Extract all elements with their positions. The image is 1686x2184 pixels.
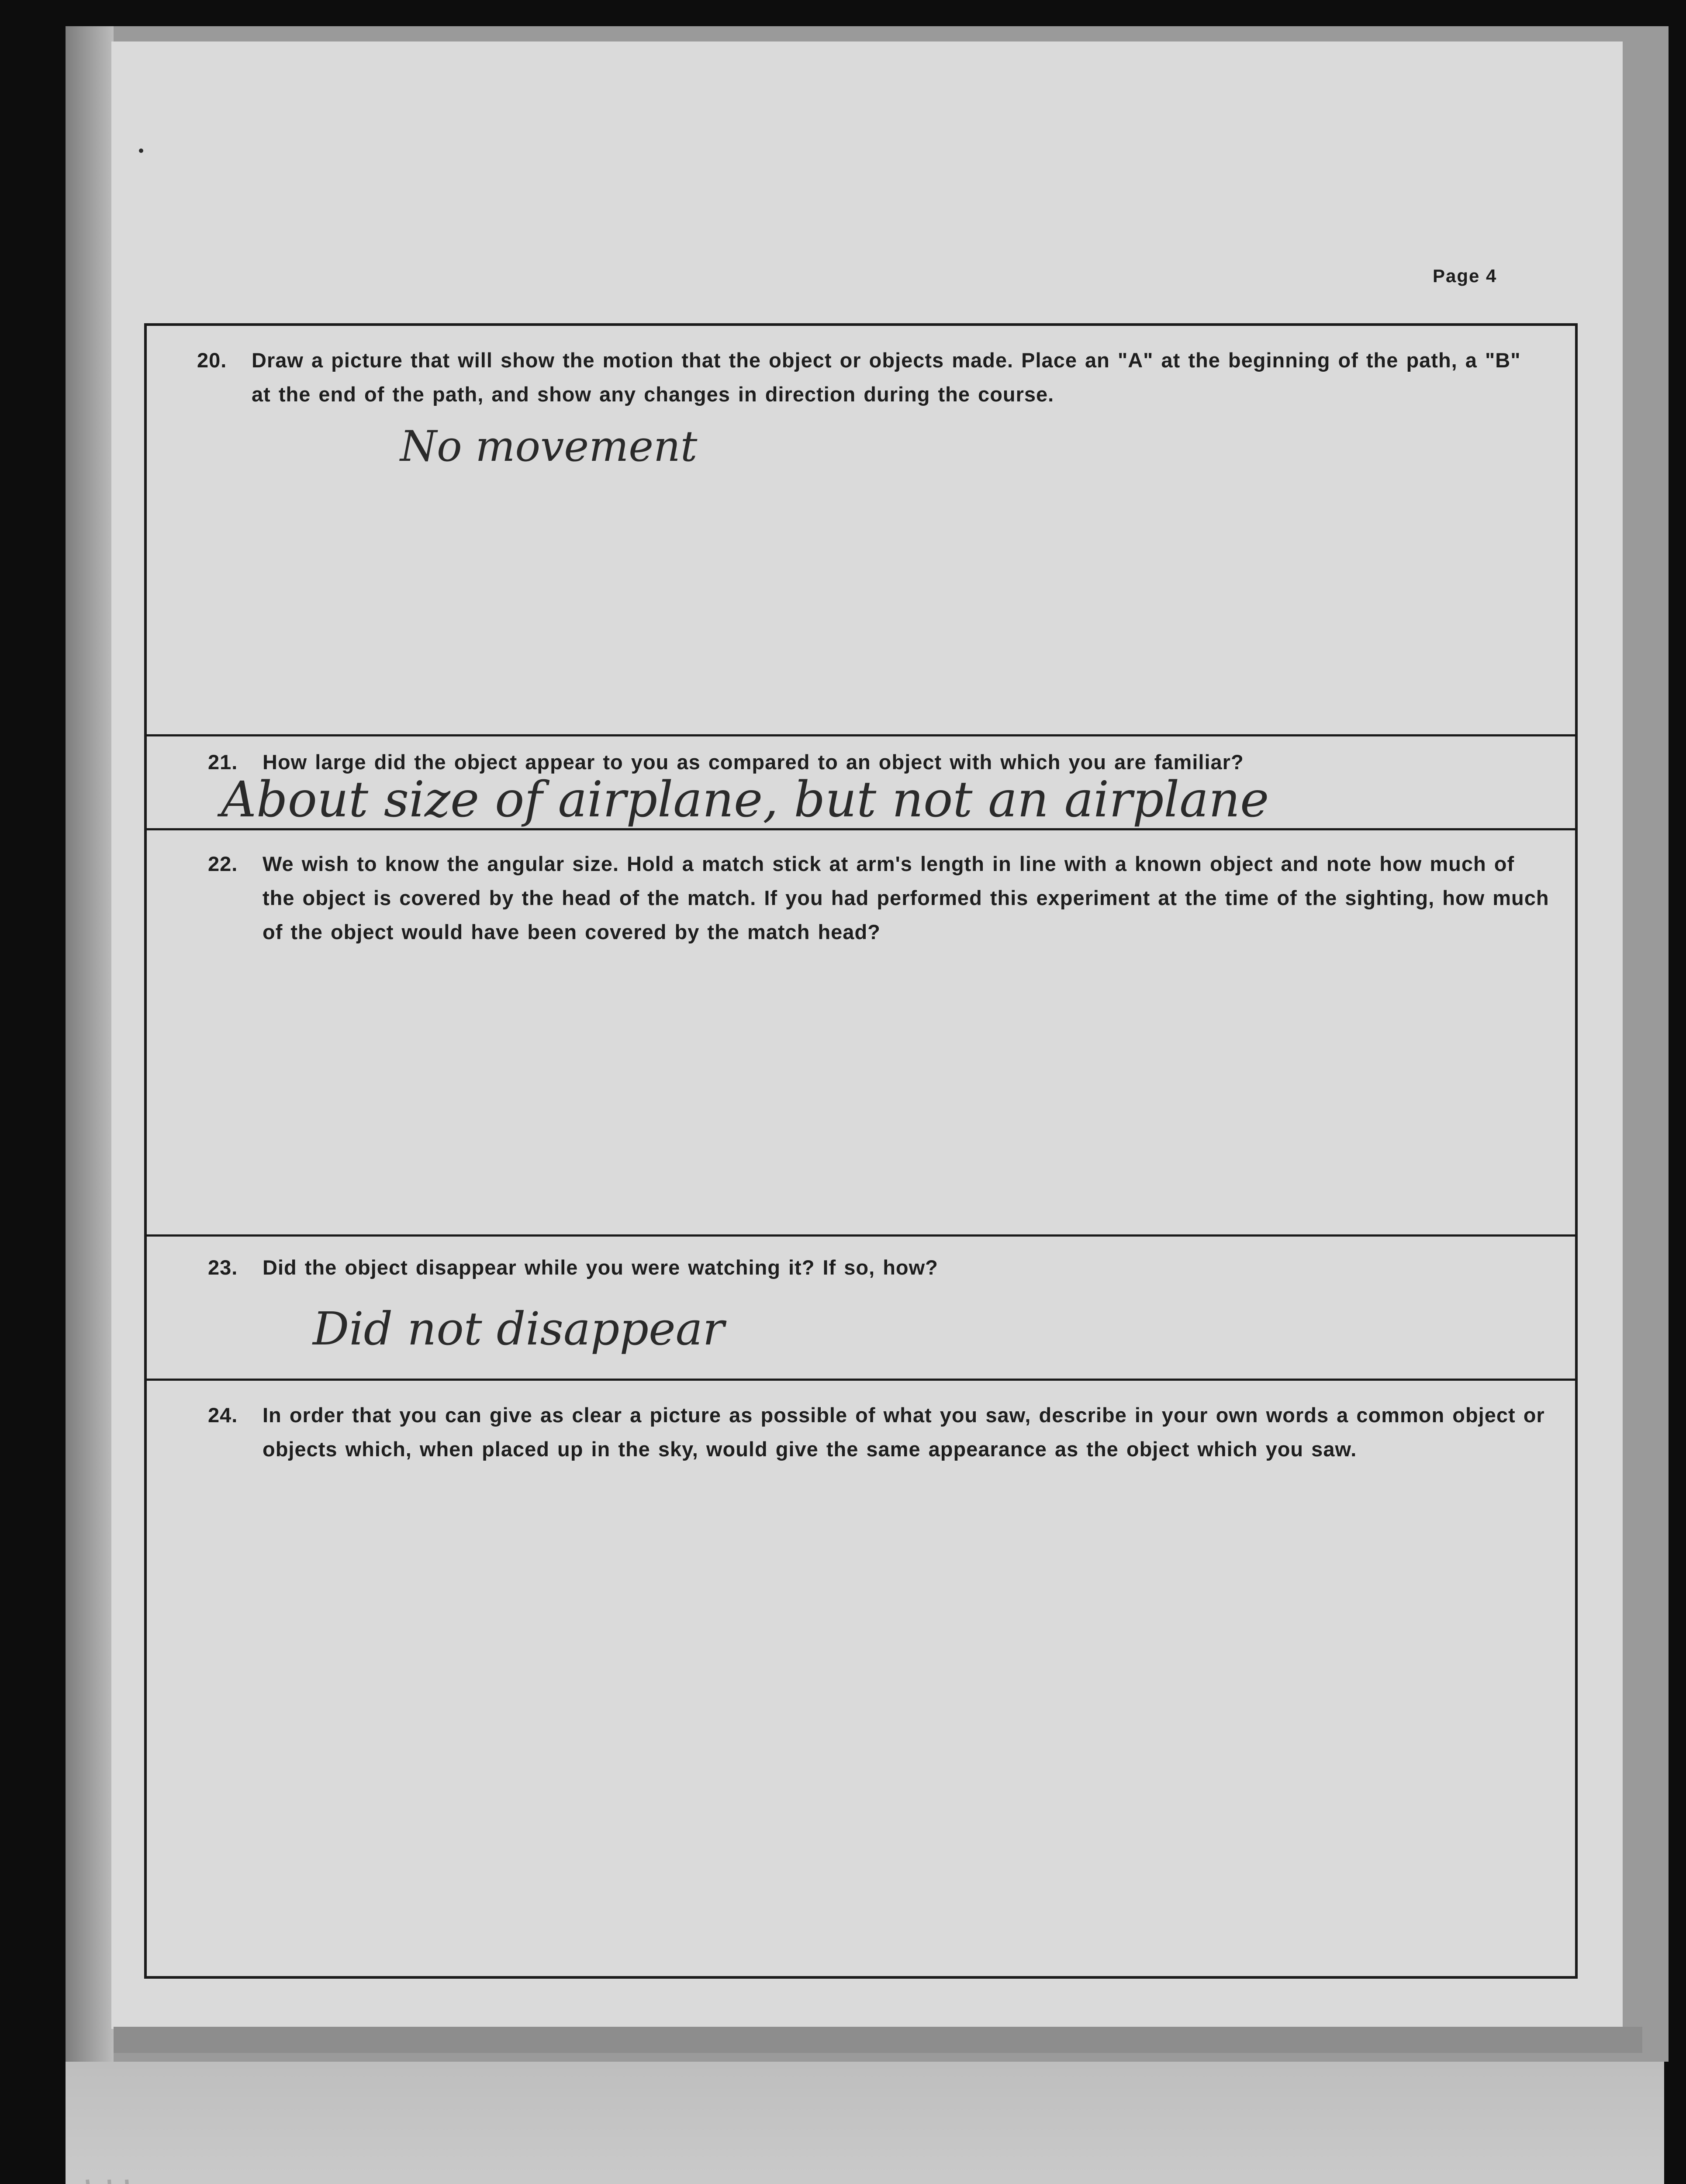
question-20 xyxy=(197,343,1547,411)
sheet-bottom-band xyxy=(114,2027,1642,2053)
question-22-section xyxy=(147,828,1575,1234)
question-number: 23. xyxy=(208,1256,238,1279)
question-24 xyxy=(208,1398,1553,1466)
lower-film-strip xyxy=(66,2053,1664,2184)
question-text: Draw a picture that will show the motion that the object or objects made. Place an "A" at the beginning of the path, a "B" at the end of the path, and show any changes in direction during the course. xyxy=(252,349,1521,406)
sheet-left-shadow xyxy=(66,26,114,2062)
page-number: Page 4 xyxy=(1433,266,1497,286)
stray-mark xyxy=(139,149,143,153)
question-text: Did the object disappear while you were watching it? If so, how? xyxy=(263,1256,938,1279)
question-text: In order that you can give as clear a picture as possible of what you saw, describe in your own words a common object or objects which, when placed up in the sky, would give the same appearance as the object which you saw. xyxy=(263,1403,1545,1461)
question-22 xyxy=(208,847,1553,949)
question-23 xyxy=(208,1251,1544,1285)
faint-scan-marks xyxy=(74,2162,214,2184)
question-20-section xyxy=(147,326,1575,734)
answer-20-handwritten: No movement xyxy=(400,422,698,471)
question-text: How large did the object appear to you as compared to an object with which you are familiar? xyxy=(263,750,1244,774)
question-number: 24. xyxy=(208,1403,238,1427)
question-number: 21. xyxy=(208,750,238,774)
question-21-section xyxy=(147,734,1575,828)
questionnaire-form xyxy=(144,323,1578,1979)
question-text: We wish to know the angular size. Hold a match stick at arm's length in line with a known object and note how much of the object is covered by the head of the match. If you had performed this experiment at the time of the sighting, how much of the object would have been covered by the match head? xyxy=(263,852,1549,943)
question-24-section xyxy=(147,1379,1575,1977)
answer-21-handwritten: About size of airplane, but not an airplane xyxy=(221,771,1269,828)
question-number: 20. xyxy=(197,349,227,372)
question-23-section xyxy=(147,1234,1575,1379)
question-number: 22. xyxy=(208,852,238,875)
answer-23-handwritten: Did not disappear xyxy=(313,1302,725,1355)
